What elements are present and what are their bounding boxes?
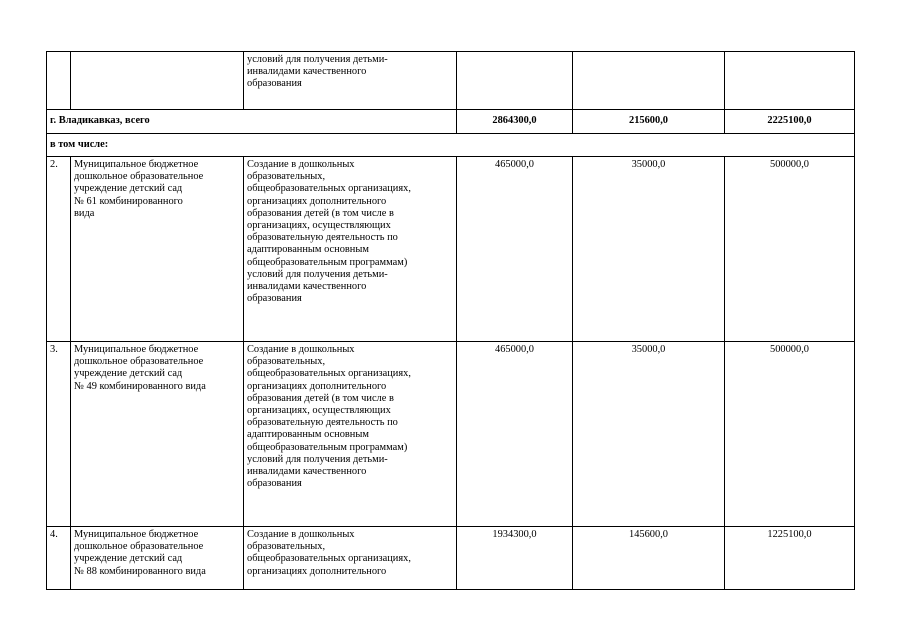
row-number: 4. xyxy=(47,527,71,590)
cell-org xyxy=(71,52,244,110)
continuation-row xyxy=(47,52,855,110)
cell-v1 xyxy=(457,52,573,110)
cell-v2 xyxy=(573,52,725,110)
row-organization: Муниципальное бюджетное дошкольное образовательное учреждение детский сад № 88 комбинированного вида xyxy=(71,527,244,590)
funding-table xyxy=(46,51,855,590)
row-description: Создание в дошкольных образовательных, общеобразовательных организациях, организациях дополнительного образования детей (в том числе в организациях, осуществляющих образовательную деятельность по адаптированным основным общеобразовательным программам) условий для получения детьми- инвалидами качественного образования xyxy=(244,342,457,527)
row-v3: 1225100,0 xyxy=(725,527,855,590)
row-number: 3. xyxy=(47,342,71,527)
row-organization: Муниципальное бюджетное дошкольное образовательное учреждение детский сад № 61 комбинированного вида xyxy=(71,157,244,342)
total-v3: 2225100,0 xyxy=(725,110,855,134)
row-v1: 465000,0 xyxy=(457,157,573,342)
row-v2: 35000,0 xyxy=(573,157,725,342)
table-row xyxy=(47,342,855,527)
row-v2: 35000,0 xyxy=(573,342,725,527)
row-description: Создание в дошкольных образовательных, общеобразовательных организациях, организациях дополнительного образования детей (в том числе в организациях, осуществляющих образовательную деятельность по адаптированным основным общеобразовательным программам) условий для получения детьми- инвалидами качественного образования xyxy=(244,157,457,342)
total-v1: 2864300,0 xyxy=(457,110,573,134)
row-v1: 1934300,0 xyxy=(457,527,573,590)
total-label: г. Владикавказ, всего xyxy=(47,110,457,134)
row-organization: Муниципальное бюджетное дошкольное образовательное учреждение детский сад № 49 комбинированного вида xyxy=(71,342,244,527)
row-v3: 500000,0 xyxy=(725,342,855,527)
cell-description: условий для получения детьми- инвалидами качественного образования xyxy=(244,52,457,110)
total-v2: 215600,0 xyxy=(573,110,725,134)
document-page xyxy=(46,51,854,590)
including-label: в том числе: xyxy=(47,134,855,157)
row-description: Создание в дошкольных образовательных, общеобразовательных организациях, организациях дополнительного xyxy=(244,527,457,590)
row-v3: 500000,0 xyxy=(725,157,855,342)
including-row xyxy=(47,134,855,157)
table-row xyxy=(47,527,855,590)
table-row xyxy=(47,157,855,342)
row-v2: 145600,0 xyxy=(573,527,725,590)
row-number: 2. xyxy=(47,157,71,342)
total-row xyxy=(47,110,855,134)
cell-v3 xyxy=(725,52,855,110)
cell-num xyxy=(47,52,71,110)
row-v1: 465000,0 xyxy=(457,342,573,527)
